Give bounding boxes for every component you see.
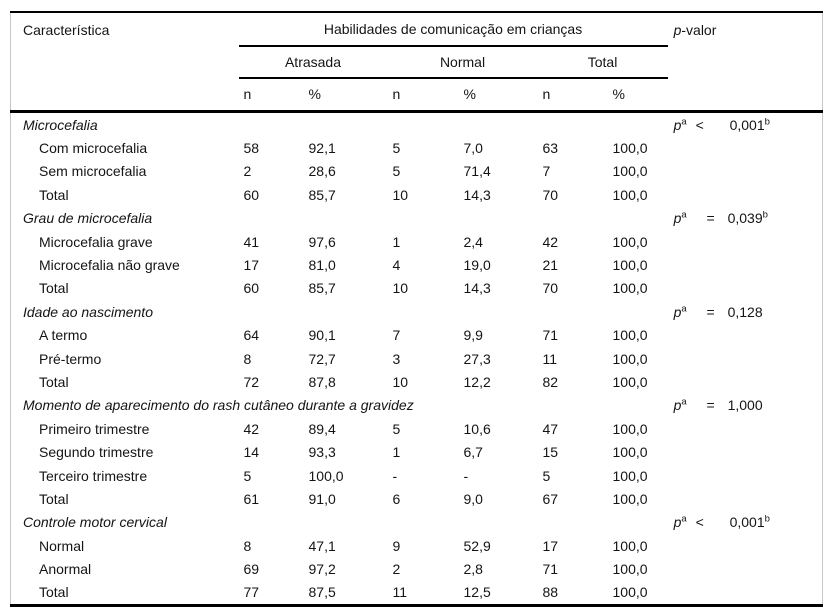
cell-atrasada-pct: 87,8 [308, 373, 336, 390]
p-symbol: $p^a$ [673, 115, 687, 133]
p-number: 0,001$^b$ [729, 115, 770, 133]
cell-atrasada-pct: 87,5 [308, 584, 336, 601]
p-value-empty [668, 230, 823, 253]
cell-normal-pct: 14,3 [463, 280, 491, 297]
p-valor-suffix: -valor [681, 22, 717, 38]
cell-normal-pct: 2,4 [463, 233, 483, 250]
table-row [11, 417, 823, 440]
row-label: Com microcefalia [39, 140, 148, 157]
cell-atrasada-pct: 85,7 [308, 280, 336, 297]
p-symbol: $p^a$ [673, 209, 687, 227]
row-label: Total [39, 186, 69, 203]
measure-header-n2: n [392, 86, 401, 103]
cell-normal-pct: 12,5 [463, 584, 491, 601]
p-value-empty [668, 277, 823, 300]
column-header-caracteristica: Característica [23, 22, 110, 38]
cell-total-pct: 100,0 [612, 373, 648, 390]
table-row [11, 160, 823, 183]
cell-atrasada-pct: 47,1 [308, 537, 336, 554]
cell-atrasada-n: 69 [243, 561, 260, 578]
cell-atrasada-pct: 93,3 [308, 444, 336, 461]
cell-atrasada-n: 64 [243, 327, 260, 344]
cell-atrasada-n: 17 [243, 256, 260, 273]
p-number: 1,000 [727, 397, 763, 414]
cell-atrasada-pct: 28,6 [308, 163, 336, 180]
section-title: Grau de microcefalia [23, 210, 153, 227]
section-row-grau-de-microcefalia [11, 207, 823, 230]
cell-normal-pct: 6,7 [463, 444, 483, 461]
row-label: Microcefalia grave [39, 233, 153, 250]
cell-normal-n: 7 [392, 327, 401, 344]
table-row [11, 136, 823, 159]
cell-atrasada-n: 8 [243, 350, 252, 367]
row-label: Pré-termo [39, 350, 102, 367]
p-operator: = [706, 210, 715, 227]
row-label: Total [39, 373, 69, 390]
row-label: Segundo trimestre [39, 444, 154, 461]
cell-atrasada-pct: 91,0 [308, 490, 336, 507]
row-label: Terceiro trimestre [39, 467, 148, 484]
cell-atrasada-n: 14 [243, 444, 260, 461]
cell-normal-n: 5 [392, 140, 401, 157]
cell-total-pct: 100,0 [612, 186, 648, 203]
table-row [11, 324, 823, 347]
cell-total-n: 7 [542, 163, 551, 180]
cell-normal-pct: 14,3 [463, 186, 491, 203]
cell-normal-n: 9 [392, 537, 401, 554]
cell-total-pct: 100,0 [612, 444, 648, 461]
cell-normal-pct: 2,8 [463, 561, 483, 578]
section-title: Idade ao nascimento [23, 303, 153, 320]
cell-atrasada-n: 8 [243, 537, 252, 554]
header-row-group [11, 12, 823, 46]
row-label: Microcefalia não grave [39, 256, 180, 273]
cell-total-n: 15 [542, 444, 559, 461]
cell-normal-n: 5 [392, 420, 401, 437]
p-value [668, 300, 823, 323]
p-value-empty [668, 464, 823, 487]
cell-normal-pct: 10,6 [463, 420, 491, 437]
p-value-empty [668, 534, 823, 557]
p-value-empty [668, 581, 823, 606]
cell-normal-pct: 52,9 [463, 537, 491, 554]
cell-normal-n: 1 [392, 444, 401, 461]
cell-normal-n: 5 [392, 163, 401, 180]
cell-normal-pct: 9,0 [463, 490, 483, 507]
table-row [11, 557, 823, 580]
cell-normal-n: 6 [392, 490, 401, 507]
table-row [11, 347, 823, 370]
table-row [11, 440, 823, 463]
table-header [11, 12, 823, 112]
cell-normal-n: 10 [392, 186, 409, 203]
table-row [11, 277, 823, 300]
row-label: Total [39, 490, 69, 507]
row-label: Total [39, 584, 69, 601]
column-header-p-valor [668, 12, 823, 112]
p-number: 0,128 [727, 303, 763, 320]
row-label: Normal [39, 537, 85, 554]
cell-total-pct: 100,0 [612, 163, 648, 180]
p-symbol: $p^a$ [673, 303, 687, 320]
cell-normal-n: - [392, 467, 398, 484]
p-value-empty [668, 417, 823, 440]
p-value-empty [668, 487, 823, 510]
row-label: Anormal [39, 561, 92, 578]
cell-total-pct: 100,0 [612, 584, 648, 601]
p-number: 0,039$^b$ [727, 209, 768, 227]
cell-total-n: 71 [542, 327, 559, 344]
p-value-empty [668, 370, 823, 393]
measure-header-n1: n [243, 86, 252, 103]
cell-total-pct: 100,0 [612, 490, 648, 507]
p-operator: = [706, 397, 715, 414]
cell-total-pct: 100,0 [612, 256, 648, 273]
cell-total-n: 21 [542, 256, 559, 273]
section-row-microcefalia [11, 112, 823, 137]
p-symbol: $p^a$ [673, 396, 687, 414]
cell-total-pct: 100,0 [612, 280, 648, 297]
cell-atrasada-n: 77 [243, 584, 260, 601]
cell-total-n: 42 [542, 233, 559, 250]
cell-atrasada-n: 61 [243, 490, 260, 507]
cell-total-n: 71 [542, 561, 559, 578]
section-title: Microcefalia [11, 112, 668, 137]
cell-normal-pct: 9,9 [463, 327, 483, 344]
cell-normal-n: 11 [392, 584, 408, 601]
cell-total-n: 70 [542, 280, 559, 297]
p-value-empty [668, 347, 823, 370]
section-title: Momento de aparecimento do rash cutâneo durante a gravidez [23, 397, 414, 414]
p-operator: < [695, 514, 704, 531]
p-value [668, 511, 823, 534]
cell-total-n: 82 [542, 373, 559, 390]
cell-total-pct: 100,0 [612, 327, 648, 344]
cell-total-pct: 100,0 [612, 140, 648, 157]
cell-atrasada-pct: 100,0 [308, 467, 344, 484]
cell-normal-pct: 12,2 [463, 373, 491, 390]
cell-total-pct: 100,0 [612, 467, 648, 484]
cell-atrasada-n: 2 [243, 163, 252, 180]
cell-atrasada-pct: 97,2 [308, 561, 336, 578]
table-row [11, 534, 823, 557]
cell-atrasada-n: 60 [243, 186, 260, 203]
p-value-empty [668, 557, 823, 580]
p-value-empty [668, 440, 823, 463]
p-value-empty [668, 136, 823, 159]
table-row [11, 370, 823, 393]
table-row [11, 464, 823, 487]
cell-normal-pct: 27,3 [463, 350, 491, 367]
cell-total-pct: 100,0 [612, 420, 648, 437]
statistics-table [10, 11, 823, 607]
p-value [668, 394, 823, 417]
p-value-empty [668, 183, 823, 206]
measure-header-pct1: % [308, 86, 321, 103]
cell-total-pct: 100,0 [612, 561, 648, 578]
cell-atrasada-n: 41 [243, 233, 260, 250]
section-title: Controle motor cervical [23, 514, 167, 531]
cell-total-n: 47 [542, 420, 559, 437]
cell-normal-pct: 7,0 [463, 140, 483, 157]
cell-normal-n: 1 [392, 233, 401, 250]
row-label: Primeiro trimestre [39, 420, 150, 437]
section-row-idade-ao-nascimento [11, 300, 823, 323]
cell-total-pct: 100,0 [612, 537, 648, 554]
cell-atrasada-n: 60 [243, 280, 260, 297]
cell-total-n: 67 [542, 490, 559, 507]
cell-atrasada-n: 58 [243, 140, 260, 157]
section-row-momento-rash [11, 394, 823, 417]
cell-normal-n: 10 [392, 280, 409, 297]
cell-total-n: 5 [542, 467, 551, 484]
row-label: Sem microcefalia [39, 163, 147, 180]
measure-header-pct3: % [612, 86, 625, 103]
table-row [11, 253, 823, 276]
cell-total-n: 70 [542, 186, 559, 203]
cell-atrasada-pct: 89,4 [308, 420, 336, 437]
cell-total-pct: 100,0 [612, 350, 648, 367]
table-row [11, 581, 823, 606]
cell-atrasada-pct: 97,6 [308, 233, 336, 250]
cell-normal-n: 10 [392, 373, 409, 390]
cell-total-n: 88 [542, 584, 559, 601]
p-number: 0,001$^b$ [729, 513, 770, 531]
cell-normal-pct: - [463, 467, 469, 484]
cell-total-pct: 100,0 [612, 233, 648, 250]
cell-atrasada-n: 72 [243, 373, 260, 390]
table-body [11, 112, 823, 606]
table-row [11, 183, 823, 206]
measure-header-pct2: % [463, 86, 476, 103]
row-label: A termo [39, 327, 88, 344]
p-operator: = [706, 303, 715, 320]
measure-header-n3: n [542, 86, 551, 103]
subheader-total: Total [538, 46, 668, 78]
subheader-normal: Normal [388, 46, 538, 78]
table-row [11, 230, 823, 253]
row-label: Total [39, 280, 69, 297]
p-value-empty [668, 160, 823, 183]
p-value [668, 112, 823, 137]
p-symbol: $p^a$ [673, 513, 687, 531]
cell-normal-pct: 71,4 [463, 163, 491, 180]
cell-total-n: 63 [542, 140, 559, 157]
cell-atrasada-pct: 90,1 [308, 327, 336, 344]
p-italic: p [673, 22, 682, 38]
cell-normal-n: 3 [392, 350, 401, 367]
section-row-controle-motor-cervical [11, 511, 823, 534]
p-value-empty [668, 253, 823, 276]
cell-total-n: 11 [542, 350, 558, 367]
table-row [11, 487, 823, 510]
cell-normal-n: 4 [392, 256, 401, 273]
cell-atrasada-pct: 81,0 [308, 256, 336, 273]
column-group-header: Habilidades de comunicação em crianças [239, 12, 668, 46]
p-value-empty [668, 324, 823, 347]
cell-normal-pct: 19,0 [463, 256, 491, 273]
cell-atrasada-n: 5 [243, 467, 252, 484]
p-value [668, 207, 823, 230]
cell-total-n: 17 [542, 537, 559, 554]
cell-atrasada-pct: 85,7 [308, 186, 336, 203]
p-operator: < [695, 116, 704, 133]
subheader-atrasada: Atrasada [239, 46, 388, 78]
cell-atrasada-pct: 72,7 [308, 350, 336, 367]
cell-normal-n: 2 [392, 561, 401, 578]
cell-atrasada-n: 42 [243, 420, 260, 437]
cell-atrasada-pct: 92,1 [308, 140, 336, 157]
